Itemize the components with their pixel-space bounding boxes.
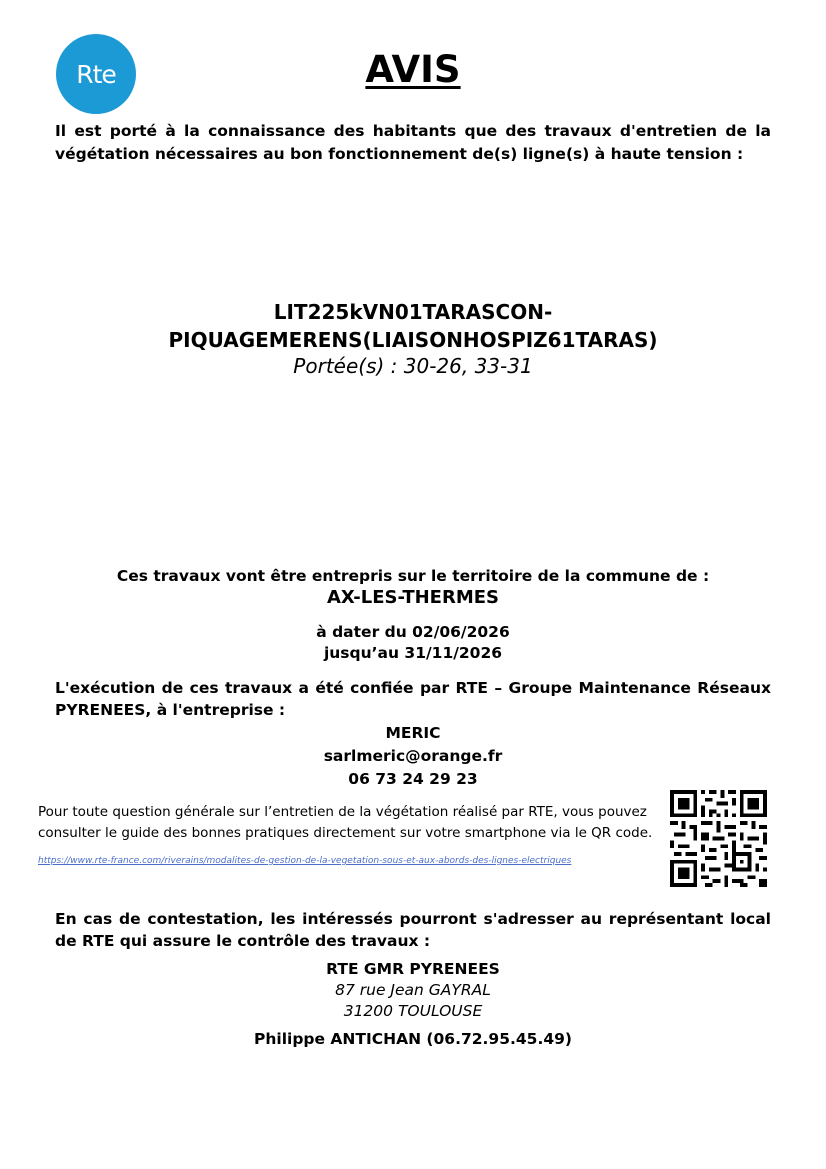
rte-org-name: RTE GMR PYRENEES <box>326 960 500 978</box>
line-name-part-1: LIT225kVN01TARASCON- <box>273 300 553 324</box>
page-title: AVIS <box>365 48 461 91</box>
portee-text: Portée(s) : 30-26, 33-31 <box>293 354 533 378</box>
qr-code[interactable] <box>670 790 767 887</box>
rte-address-block <box>0 959 826 1022</box>
company-name: MERIC <box>385 724 441 742</box>
intro-text: Il est porté à la connaissance des habitants que des travaux d'entretien de la végétation nécessaires au bon fonctionnement de(s) ligne(s) à haute tension : <box>55 122 771 163</box>
end-date: jusqu’au 31/11/2026 <box>323 644 503 662</box>
commune-name: AX-LES-THERMES <box>326 587 500 608</box>
territory-block <box>0 565 826 609</box>
line-name-part-2: PIQUAGEMERENS(LIAISONHOSPIZ61TARAS) <box>168 328 658 352</box>
rte-contact: Philippe ANTICHAN (06.72.95.45.49) <box>253 1030 573 1048</box>
rte-street: 87 rue Jean GAYRAL <box>335 981 491 999</box>
guide-link[interactable]: https://www.rte-france.com/riverains/modalites-de-gestion-de-la-vegetation-sous-et-aux-abords-des-lignes-electriques <box>38 856 572 866</box>
rte-logo-text: Rte <box>76 59 116 89</box>
company-block <box>0 722 826 791</box>
execution-text: L'exécution de ces travaux a été confiée par RTE – Groupe Maintenance Réseaux PYRENEES, à l'entreprise : <box>55 679 771 719</box>
territory-text: Ces travaux vont être entrepris sur le territoire de la commune de : <box>116 567 710 585</box>
start-date: à dater du 02/06/2026 <box>316 623 510 641</box>
qr-info-text: Pour toute question générale sur l’entretien de la végétation réalisé par RTE, vous pouvez consulter le guide des bonnes pratiques directement sur votre smartphone via le QR code. <box>38 804 653 841</box>
company-phone: 06 73 24 29 23 <box>348 770 478 788</box>
dates-block <box>0 622 826 664</box>
company-email[interactable]: sarlmeric@orange.fr <box>323 747 503 765</box>
rte-city: 31200 TOULOUSE <box>343 1002 483 1020</box>
line-name <box>0 298 826 354</box>
contestation-text: En cas de contestation, les intéressés pourront s'adresser au représentant local de RTE qui assure le contrôle des travaux : <box>55 910 771 950</box>
